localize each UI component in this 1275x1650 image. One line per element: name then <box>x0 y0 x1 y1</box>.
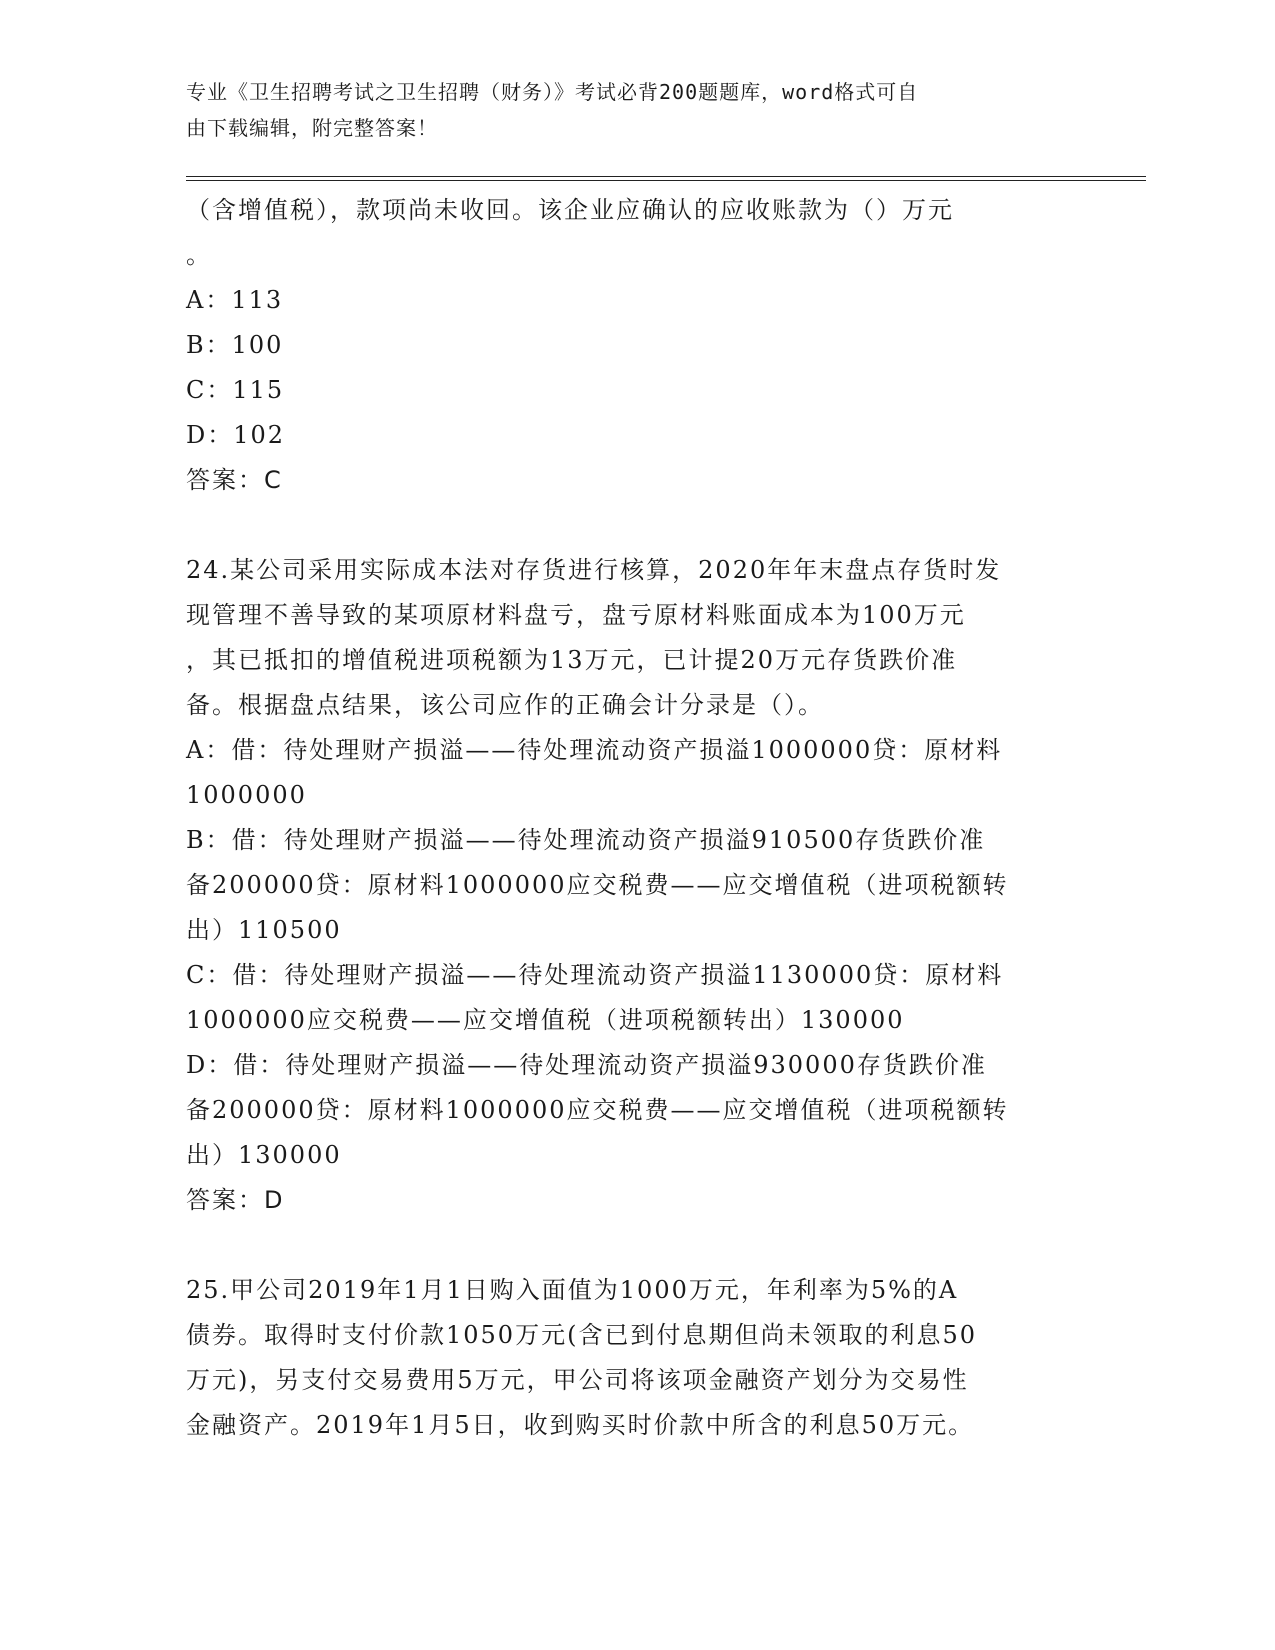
option-line: 1000000应交税费——应交增值税（进项税额转出）130000 <box>186 1006 905 1034</box>
option-a: A：113 <box>186 286 284 314</box>
option-line: 备200000贷：原材料1000000应交税费——应交增值税（进项税额转 <box>186 871 1009 899</box>
option-d: D：102 <box>186 421 286 449</box>
option-b: B：100 <box>186 331 284 359</box>
question-stem-line: 备。根据盘点结果，该公司应作的正确会计分录是（）。 <box>186 691 824 719</box>
option-c: C：115 <box>186 376 285 404</box>
question-stem-line: 债券。取得时支付价款1050万元(含已到付息期但尚未领取的利息50 <box>186 1321 977 1349</box>
header-line-1: 专业《卫生招聘考试之卫生招聘（财务）》考试必背200题题库，word格式可自 <box>186 80 919 104</box>
question-stem-line: 。 <box>186 241 212 269</box>
option-line: 出）110500 <box>186 916 342 944</box>
option-line: D：借：待处理财产损溢——待处理流动资产损溢930000存货跌价准 <box>186 1051 987 1079</box>
header-line-2: 由下载编辑，附完整答案！ <box>186 116 438 140</box>
question-23 <box>186 188 1086 503</box>
question-stem-line: 25.甲公司2019年1月1日购入面值为1000万元，年利率为5%的A <box>186 1276 959 1304</box>
question-stem-line: 金融资产。2019年1月5日，收到购买时价款中所含的利息50万元。 <box>186 1411 975 1439</box>
question-stem-line: 万元)，另支付交易费用5万元，甲公司将该项金融资产划分为交易性 <box>186 1366 969 1394</box>
question-24 <box>186 548 1086 1223</box>
option-line: 备200000贷：原材料1000000应交税费——应交增值税（进项税额转 <box>186 1096 1009 1124</box>
question-25 <box>186 1268 1086 1448</box>
answer-line: 答案：C <box>186 466 283 494</box>
page-header <box>186 74 1066 146</box>
spacer <box>186 503 1086 548</box>
question-stem-line: 24.某公司采用实际成本法对存货进行核算，2020年年末盘点存货时发 <box>186 556 1002 584</box>
document-body <box>186 188 1086 1448</box>
question-stem-line: （含增值税），款项尚未收回。该企业应确认的应收账款为（）万元 <box>186 196 954 224</box>
option-line: 出）130000 <box>186 1141 342 1169</box>
header-divider <box>186 176 1146 181</box>
spacer <box>186 1223 1086 1268</box>
option-line: C：借：待处理财产损溢——待处理流动资产损溢1130000贷：原材料 <box>186 961 1004 989</box>
option-line: 1000000 <box>186 781 307 809</box>
option-line: A：借：待处理财产损溢——待处理流动资产损溢1000000贷：原材料 <box>186 736 1003 764</box>
option-line: B：借：待处理财产损溢——待处理流动资产损溢910500存货跌价准 <box>186 826 986 854</box>
question-stem-line: 现管理不善导致的某项原材料盘亏，盘亏原材料账面成本为100万元 <box>186 601 966 629</box>
question-stem-line: ，其已抵扣的增值税进项税额为13万元，已计提20万元存货跌价准 <box>186 646 958 674</box>
answer-line: 答案：D <box>186 1186 285 1214</box>
